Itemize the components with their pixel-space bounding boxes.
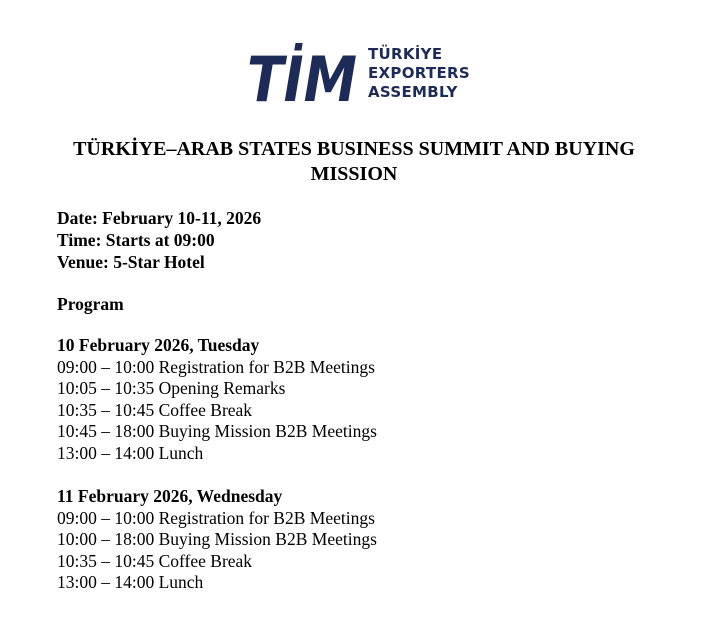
day-2-heading: 11 February 2026, Wednesday bbox=[57, 486, 283, 506]
day-1-heading: 10 February 2026, Tuesday bbox=[57, 335, 260, 355]
program-day-2 bbox=[57, 486, 377, 594]
schedule-item: 13:00 – 14:00 Lunch bbox=[57, 572, 204, 593]
event-details bbox=[57, 207, 261, 273]
event-time: Time: Starts at 09:00 bbox=[57, 230, 215, 250]
logo-wordmark bbox=[368, 45, 470, 102]
logo-line-exporters: EXPORTERS bbox=[368, 64, 470, 82]
event-date: Date: February 10-11, 2026 bbox=[57, 208, 262, 228]
schedule-item: 13:00 – 14:00 Lunch bbox=[57, 442, 204, 463]
tim-logo-mark-text: TİM bbox=[247, 43, 357, 116]
schedule-item: 10:05 – 10:35 Opening Remarks bbox=[57, 378, 286, 399]
event-venue: Venue: 5-Star Hotel bbox=[57, 252, 205, 272]
program-heading: Program bbox=[57, 294, 124, 314]
logo-line-turkiye: TÜRKİYE bbox=[368, 45, 443, 63]
tim-logo-mark bbox=[247, 43, 359, 116]
schedule-item: 09:00 – 10:00 Registration for B2B Meetings bbox=[57, 507, 375, 528]
document-title: TÜRKİYE–ARAB STATES BUSINESS SUMMIT AND BUYING MISSION bbox=[73, 138, 635, 185]
program-day-1 bbox=[57, 335, 377, 465]
schedule-item: 09:00 – 10:00 Registration for B2B Meetings bbox=[57, 356, 375, 377]
schedule-item: 10:45 – 18:00 Buying Mission B2B Meetings bbox=[57, 421, 377, 442]
logo-line-assembly: ASSEMBLY bbox=[368, 83, 458, 101]
schedule-item: 10:35 – 10:45 Coffee Break bbox=[57, 550, 253, 571]
schedule-item: 10:00 – 18:00 Buying Mission B2B Meetings bbox=[57, 529, 377, 550]
tim-logo bbox=[247, 43, 470, 116]
schedule-item: 10:35 – 10:45 Coffee Break bbox=[57, 399, 253, 420]
